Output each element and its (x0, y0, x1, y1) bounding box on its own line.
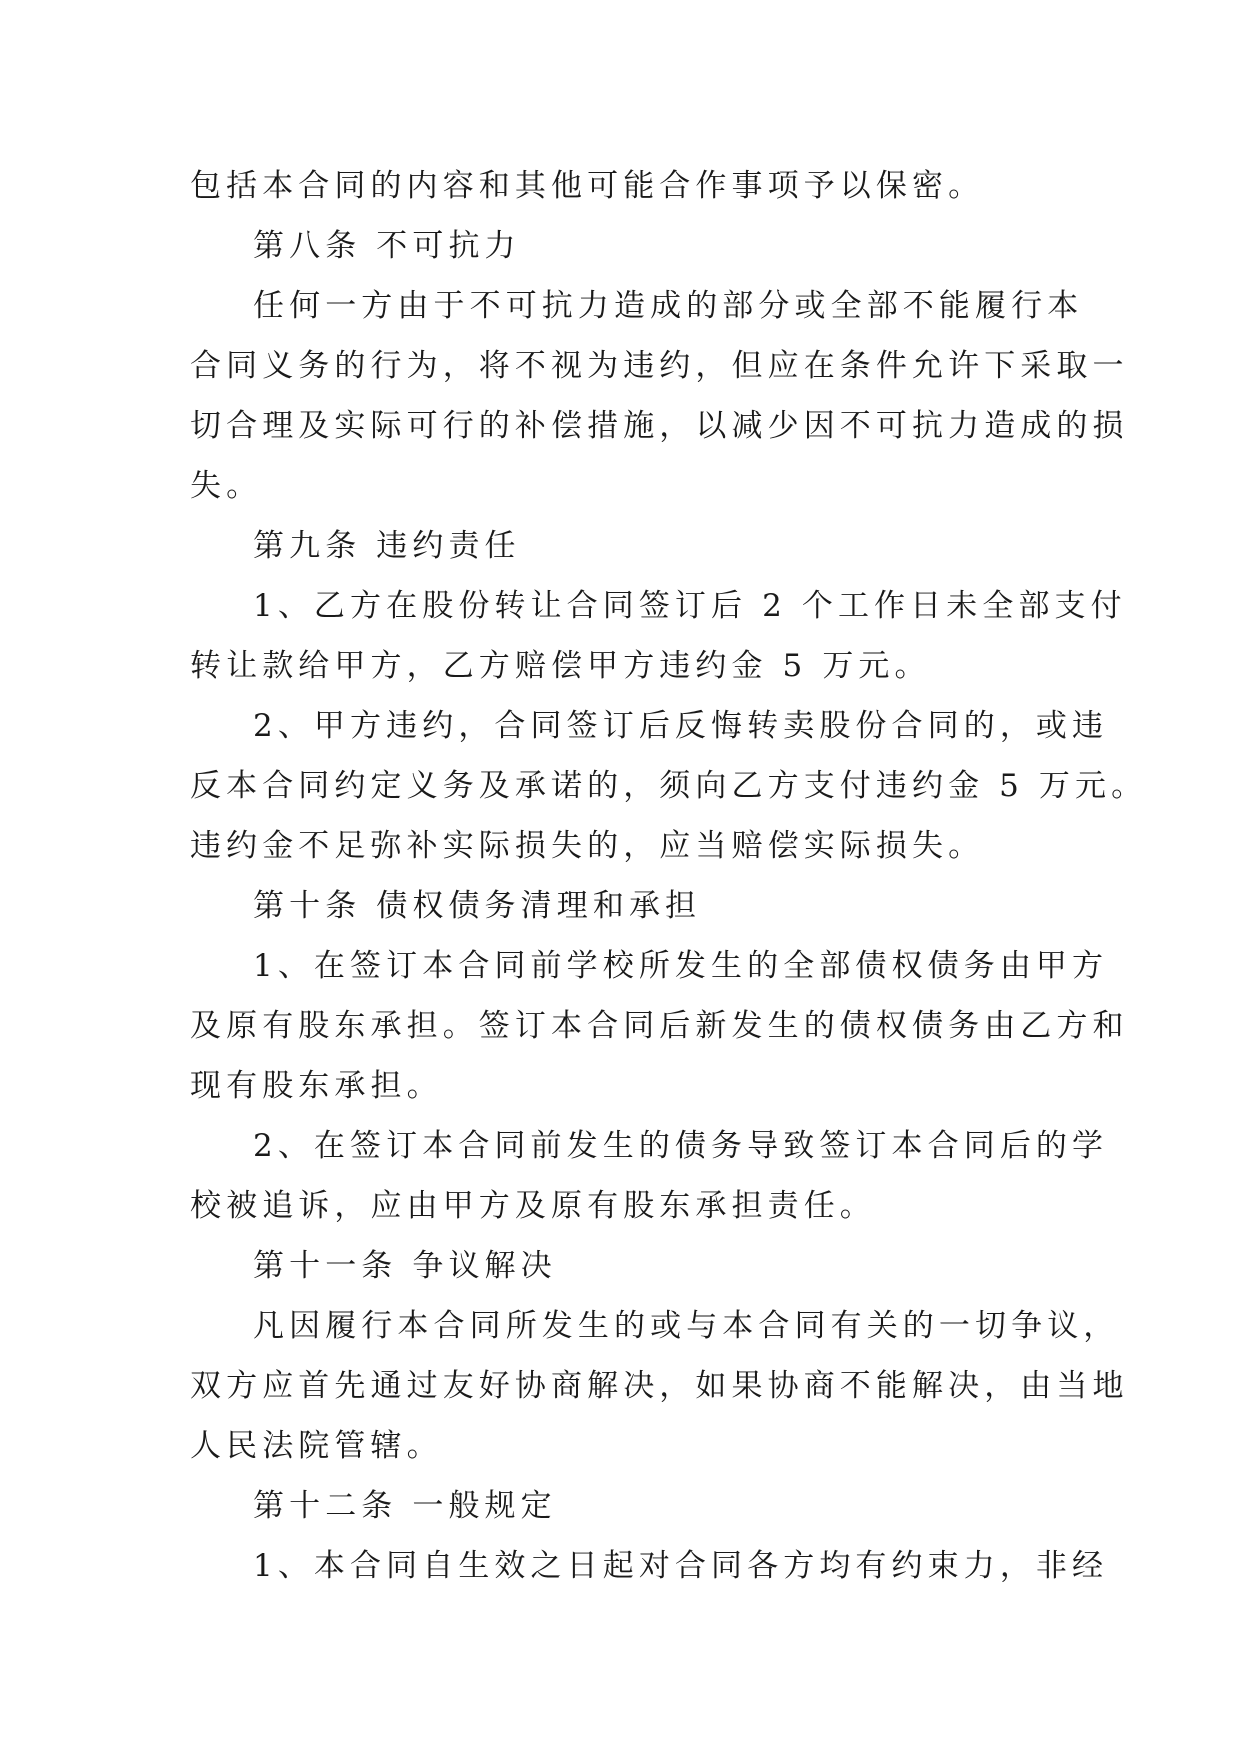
text-line: 双方应首先通过友好协商解决，如果协商不能解决，由当地 (190, 1368, 1129, 1404)
text-line: 1、在签订本合同前学校所发生的全部债权债务由甲方 (253, 948, 1109, 984)
text-line: 凡因履行本合同所发生的或与本合同有关的一切争议， (253, 1308, 1120, 1344)
section-heading: 第十条 债权债务清理和承担 (253, 888, 702, 924)
text-line: 失。 (190, 468, 263, 504)
text-line: 反本合同约定义务及承诺的，须向乙方支付违约金 5 万元。 (190, 768, 1148, 804)
section-heading: 第八条 不可抗力 (253, 228, 521, 264)
text-line: 切合理及实际可行的补偿措施，以减少因不可抗力造成的损 (190, 408, 1129, 444)
text-line: 1、本合同自生效之日起对合同各方均有约束力，非经 (253, 1548, 1109, 1584)
section-heading: 第十一条 争议解决 (253, 1248, 557, 1284)
text-line: 及原有股东承担。签订本合同后新发生的债权债务由乙方和 (190, 1008, 1129, 1044)
text-line: 转让款给甲方，乙方赔偿甲方违约金 5 万元。 (190, 648, 931, 684)
text-line: 违约金不足弥补实际损失的，应当赔偿实际损失。 (190, 828, 985, 864)
section-heading: 第九条 违约责任 (253, 528, 521, 564)
text-line: 2、甲方违约，合同签订后反悔转卖股份合同的，或违 (253, 708, 1109, 744)
text-line: 1、乙方在股份转让合同签订后 2 个工作日未全部支付 (253, 588, 1127, 624)
text-line: 人民法院管辖。 (190, 1428, 443, 1464)
text-line: 合同义务的行为，将不视为违约，但应在条件允许下采取一 (190, 348, 1129, 384)
text-line: 任何一方由于不可抗力造成的部分或全部不能履行本 (253, 288, 1084, 324)
section-heading: 第十二条 一般规定 (253, 1488, 557, 1524)
text-line: 包括本合同的内容和其他可能合作事项予以保密。 (190, 168, 985, 204)
text-line: 2、在签订本合同前发生的债务导致签订本合同后的学 (253, 1128, 1109, 1164)
text-line: 现有股东承担。 (190, 1068, 443, 1104)
text-line: 校被追诉，应由甲方及原有股东承担责任。 (190, 1188, 876, 1224)
